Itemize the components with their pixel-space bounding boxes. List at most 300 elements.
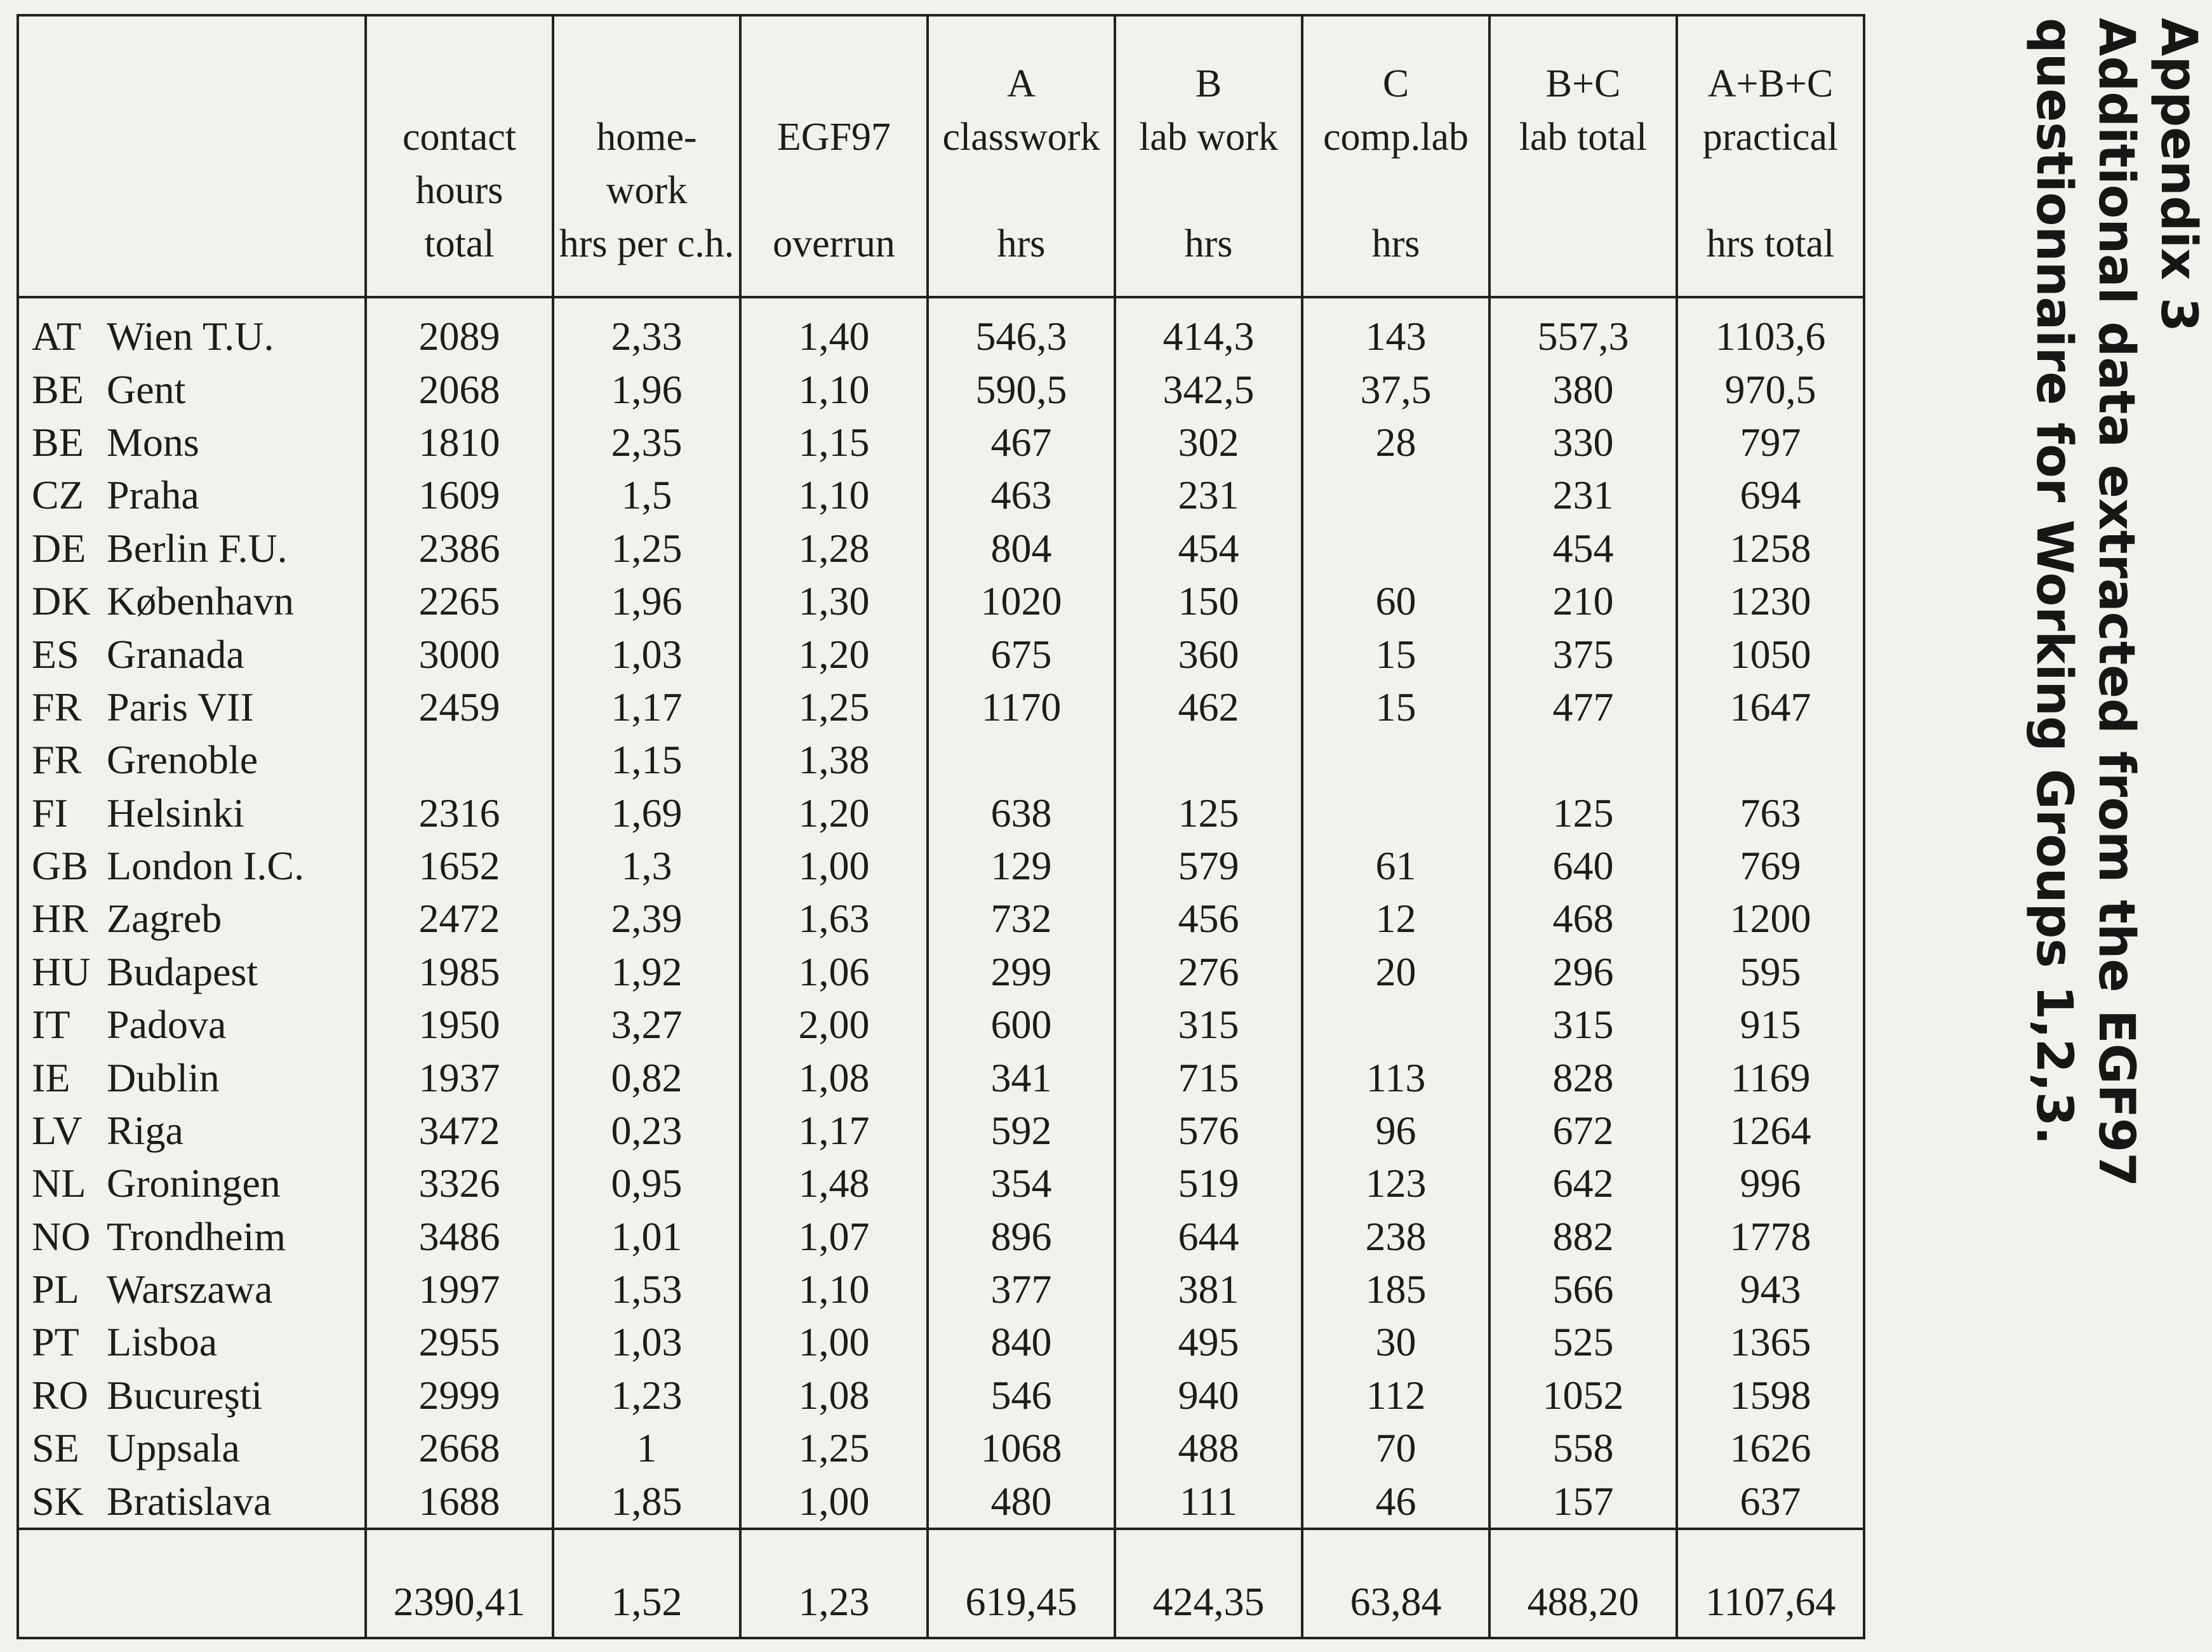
country-code: DK [32,578,91,624]
country-code: IE [32,1055,70,1100]
b-lab-work-cell: 462 [1115,681,1302,733]
header-university [18,15,366,297]
bc-lab-total-cell: 642 [1489,1157,1677,1209]
b-lab-work-cell: 644 [1115,1209,1302,1262]
rotated-title [1892,13,2209,1536]
egf97-overrun-cell: 1,20 [740,627,928,680]
table-row [18,681,1864,733]
c-comp-lab-cell: 123 [1302,1157,1489,1209]
egf97-overrun-cell: 1,07 [740,1209,928,1262]
table-row [18,1263,1864,1316]
total-homework: 1,52 [553,1529,740,1638]
bc-lab-total-cell: 557,3 [1489,297,1677,363]
country-code: LV [32,1107,83,1153]
b-lab-work-cell: 576 [1115,1104,1302,1157]
table-row [18,469,1864,521]
abc-practical-cell: 1264 [1677,1104,1864,1157]
contact-hours-cell: 2089 [366,297,553,363]
table-row [18,945,1864,998]
egf97-overrun-cell: 1,10 [740,469,928,521]
egf97-overrun-cell: 1,00 [740,839,928,892]
city-name: Warszawa [107,1267,273,1312]
table-row [18,627,1864,680]
table-row [18,1209,1864,1262]
university-cell [18,416,366,469]
contact-hours-cell: 2265 [366,575,553,627]
egf97-overrun-cell: 1,10 [740,363,928,415]
homework-cell: 3,27 [553,998,740,1051]
a-classwork-cell: 590,5 [928,363,1115,415]
bc-lab-total-cell: 231 [1489,469,1677,521]
contact-hours-cell: 1985 [366,945,553,998]
abc-practical-cell: 915 [1677,998,1864,1051]
city-name: Mons [107,420,199,465]
table-row [18,1474,1864,1529]
c-comp-lab-cell: 238 [1302,1209,1489,1262]
abc-practical-cell [1677,733,1864,786]
b-lab-work-cell: 360 [1115,627,1302,680]
table-row [18,786,1864,839]
contact-hours-cell: 2955 [366,1316,553,1368]
c-comp-lab-cell [1302,786,1489,839]
university-cell [18,786,366,839]
abc-practical-cell: 769 [1677,839,1864,892]
bc-lab-total-cell: 315 [1489,998,1677,1051]
table-row [18,416,1864,469]
city-name: Groningen [107,1161,281,1206]
abc-practical-cell: 1647 [1677,681,1864,733]
table-row [18,297,1864,363]
bc-lab-total-cell: 640 [1489,839,1677,892]
abc-practical-cell: 1598 [1677,1369,1864,1422]
contact-hours-cell: 1810 [366,416,553,469]
university-cell [18,1209,366,1262]
bc-lab-total-cell: 454 [1489,522,1677,575]
c-comp-lab-cell: 15 [1302,681,1489,733]
university-cell [18,1474,366,1529]
university-cell [18,681,366,733]
egf97-overrun-cell: 1,40 [740,297,928,363]
country-code: DE [32,525,86,571]
b-lab-work-cell: 276 [1115,945,1302,998]
abc-practical-cell: 1103,6 [1677,297,1864,363]
total-bc-lab-total: 488,20 [1489,1529,1677,1638]
c-comp-lab-cell [1302,998,1489,1051]
contact-hours-cell: 3000 [366,627,553,680]
city-name: Dublin [107,1055,220,1100]
country-code: HU [32,949,91,994]
homework-cell: 1,3 [553,839,740,892]
university-cell [18,469,366,521]
a-classwork-cell: 638 [928,786,1115,839]
university-cell [18,1263,366,1316]
table-row [18,839,1864,892]
homework-cell: 2,35 [553,416,740,469]
c-comp-lab-cell: 61 [1302,839,1489,892]
city-name: Paris VII [107,684,254,729]
a-classwork-cell [928,733,1115,786]
header-b-lab-work: B lab work hrs [1115,15,1302,297]
a-classwork-cell: 592 [928,1104,1115,1157]
university-cell [18,522,366,575]
country-code: PL [32,1267,79,1312]
city-name: Budapest [107,949,258,994]
city-name: Wien T.U. [107,314,274,359]
contact-hours-cell: 2668 [366,1422,553,1474]
header-contact-hours: contact hours total [366,15,553,297]
data-table [17,14,1865,1639]
contact-hours-cell: 1688 [366,1474,553,1529]
table-row [18,892,1864,945]
a-classwork-cell: 675 [928,627,1115,680]
header-homework: home- work hrs per c.h. [553,15,740,297]
university-cell [18,1157,366,1209]
egf97-overrun-cell: 1,08 [740,1051,928,1103]
bc-lab-total-cell: 882 [1489,1209,1677,1262]
b-lab-work-cell: 125 [1115,786,1302,839]
c-comp-lab-cell: 15 [1302,627,1489,680]
contact-hours-cell: 3326 [366,1157,553,1209]
country-code: FR [32,684,82,729]
homework-cell: 1,23 [553,1369,740,1422]
total-a-classwork: 619,45 [928,1529,1115,1638]
c-comp-lab-cell: 113 [1302,1051,1489,1103]
country-code: RO [32,1372,88,1418]
c-comp-lab-cell [1302,733,1489,786]
abc-practical-cell: 763 [1677,786,1864,839]
abc-practical-cell: 1365 [1677,1316,1864,1368]
country-code: FR [32,737,82,783]
a-classwork-cell: 1020 [928,575,1115,627]
table-row [18,1422,1864,1474]
c-comp-lab-cell: 30 [1302,1316,1489,1368]
b-lab-work-cell: 579 [1115,839,1302,892]
university-cell [18,839,366,892]
egf97-overrun-cell: 1,00 [740,1474,928,1529]
a-classwork-cell: 129 [928,839,1115,892]
c-comp-lab-cell: 60 [1302,575,1489,627]
abc-practical-cell: 996 [1677,1157,1864,1209]
university-cell [18,1369,366,1422]
egf97-overrun-cell: 1,17 [740,1104,928,1157]
university-cell [18,733,366,786]
country-code: BE [32,366,84,412]
abc-practical-cell: 637 [1677,1474,1864,1529]
c-comp-lab-cell: 96 [1302,1104,1489,1157]
homework-cell: 1,03 [553,627,740,680]
a-classwork-cell: 377 [928,1263,1115,1316]
bc-lab-total-cell: 210 [1489,575,1677,627]
a-classwork-cell: 463 [928,469,1115,521]
egf97-overrun-cell: 1,25 [740,1422,928,1474]
contact-hours-cell: 1937 [366,1051,553,1103]
table-row [18,1157,1864,1209]
abc-practical-cell: 1258 [1677,522,1864,575]
contact-hours-cell: 2316 [366,786,553,839]
a-classwork-cell: 480 [928,1474,1115,1529]
country-code: PT [32,1319,79,1365]
c-comp-lab-cell: 28 [1302,416,1489,469]
homework-cell: 1,03 [553,1316,740,1368]
bc-lab-total-cell: 330 [1489,416,1677,469]
abc-practical-cell: 1200 [1677,892,1864,945]
contact-hours-cell [366,733,553,786]
abc-practical-cell: 1626 [1677,1422,1864,1474]
city-name: Trondheim [107,1213,286,1259]
egf97-overrun-cell: 1,20 [740,786,928,839]
c-comp-lab-cell: 12 [1302,892,1489,945]
homework-cell: 1,96 [553,575,740,627]
header-c-comp-lab: C comp.lab hrs [1302,15,1489,297]
table-row [18,1369,1864,1422]
a-classwork-cell: 354 [928,1157,1115,1209]
a-classwork-cell: 1068 [928,1422,1115,1474]
b-lab-work-cell: 111 [1115,1474,1302,1529]
bc-lab-total-cell: 468 [1489,892,1677,945]
city-name: Zagreb [107,896,222,942]
table-row [18,1051,1864,1103]
total-egf97-overrun: 1,23 [740,1529,928,1638]
egf97-overrun-cell: 1,28 [740,522,928,575]
homework-cell: 0,82 [553,1051,740,1103]
b-lab-work-cell: 495 [1115,1316,1302,1368]
homework-cell: 1,01 [553,1209,740,1262]
b-lab-work-cell: 315 [1115,998,1302,1051]
contact-hours-cell: 2068 [366,363,553,415]
bc-lab-total-cell: 380 [1489,363,1677,415]
b-lab-work-cell: 715 [1115,1051,1302,1103]
total-contact-hours: 2390,41 [366,1529,553,1638]
a-classwork-cell: 804 [928,522,1115,575]
c-comp-lab-cell: 112 [1302,1369,1489,1422]
header-row [18,15,1864,297]
city-name: Praha [107,472,199,518]
country-code: SE [32,1425,79,1471]
c-comp-lab-cell: 143 [1302,297,1489,363]
city-name: Grenoble [107,737,258,783]
abc-practical-cell: 1050 [1677,627,1864,680]
b-lab-work-cell: 940 [1115,1369,1302,1422]
contact-hours-cell: 2999 [366,1369,553,1422]
abc-practical-cell: 970,5 [1677,363,1864,415]
title-line-2: questionnaire for Working Groups 1,2,3. [2025,18,2082,1145]
homework-cell: 1,69 [553,786,740,839]
egf97-overrun-cell: 1,48 [740,1157,928,1209]
abc-practical-cell: 595 [1677,945,1864,998]
city-name: Riga [107,1107,183,1153]
b-lab-work-cell: 150 [1115,575,1302,627]
c-comp-lab-cell: 37,5 [1302,363,1489,415]
homework-cell: 2,39 [553,892,740,945]
abc-practical-cell: 1169 [1677,1051,1864,1103]
contact-hours-cell: 2472 [366,892,553,945]
c-comp-lab-cell [1302,522,1489,575]
homework-cell: 1,96 [553,363,740,415]
c-comp-lab-cell: 20 [1302,945,1489,998]
city-name: Helsinki [107,790,244,836]
abc-practical-cell: 1230 [1677,575,1864,627]
university-cell [18,297,366,363]
b-lab-work-cell: 231 [1115,469,1302,521]
city-name: København [107,578,295,624]
b-lab-work-cell [1115,733,1302,786]
table-row [18,1316,1864,1368]
university-cell [18,1104,366,1157]
b-lab-work-cell: 519 [1115,1157,1302,1209]
egf97-overrun-cell: 1,38 [740,733,928,786]
city-name: Gent [107,366,186,412]
city-name: Berlin F.U. [107,525,288,571]
table-row [18,998,1864,1051]
table-row [18,733,1864,786]
homework-cell: 2,33 [553,297,740,363]
table-row [18,522,1864,575]
country-code: HR [32,896,88,942]
university-cell [18,1316,366,1368]
contact-hours-cell: 1609 [366,469,553,521]
country-code: CZ [32,472,84,518]
table-row [18,1104,1864,1157]
a-classwork-cell: 1170 [928,681,1115,733]
appendix-label: Appendix 3 [2150,18,2207,332]
a-classwork-cell: 467 [928,416,1115,469]
table-row [18,363,1864,415]
bc-lab-total-cell: 566 [1489,1263,1677,1316]
abc-practical-cell: 797 [1677,416,1864,469]
abc-practical-cell: 1778 [1677,1209,1864,1262]
b-lab-work-cell: 414,3 [1115,297,1302,363]
b-lab-work-cell: 342,5 [1115,363,1302,415]
totals-row [18,1529,1864,1638]
a-classwork-cell: 732 [928,892,1115,945]
a-classwork-cell: 896 [928,1209,1115,1262]
university-cell [18,627,366,680]
homework-cell: 1 [553,1422,740,1474]
total-b-lab-work: 424,35 [1115,1529,1302,1638]
country-code: AT [32,314,82,359]
b-lab-work-cell: 454 [1115,522,1302,575]
bc-lab-total-cell: 125 [1489,786,1677,839]
city-name: Uppsala [107,1425,240,1471]
a-classwork-cell: 546,3 [928,297,1115,363]
country-code: FI [32,790,68,836]
homework-cell: 0,23 [553,1104,740,1157]
table-row [18,575,1864,627]
homework-cell: 1,92 [553,945,740,998]
table-body [18,297,1864,1529]
homework-cell: 1,25 [553,522,740,575]
country-code: IT [32,1002,70,1048]
abc-practical-cell: 694 [1677,469,1864,521]
university-cell [18,892,366,945]
university-cell [18,575,366,627]
university-cell [18,363,366,415]
header-bc-lab-total: B+C lab total [1489,15,1677,297]
city-name: Bratislava [107,1478,272,1524]
contact-hours-cell: 3472 [366,1104,553,1157]
bc-lab-total-cell: 375 [1489,627,1677,680]
bc-lab-total-cell: 558 [1489,1422,1677,1474]
a-classwork-cell: 299 [928,945,1115,998]
a-classwork-cell: 840 [928,1316,1115,1368]
city-name: Lisboa [107,1319,218,1365]
city-name: Bucureşti [107,1372,263,1418]
city-name: London I.C. [107,843,305,889]
c-comp-lab-cell: 46 [1302,1474,1489,1529]
country-code: BE [32,420,84,465]
a-classwork-cell: 600 [928,998,1115,1051]
city-name: Granada [107,631,244,677]
country-code: NO [32,1213,91,1259]
country-code: ES [32,631,79,677]
egf97-overrun-cell: 1,06 [740,945,928,998]
bc-lab-total-cell: 525 [1489,1316,1677,1368]
egf97-overrun-cell: 1,25 [740,681,928,733]
bc-lab-total-cell: 296 [1489,945,1677,998]
total-c-comp-lab: 63,84 [1302,1529,1489,1638]
bc-lab-total-cell: 477 [1489,681,1677,733]
contact-hours-cell: 2386 [366,522,553,575]
b-lab-work-cell: 302 [1115,416,1302,469]
university-cell [18,945,366,998]
city-name: Padova [107,1002,227,1048]
homework-cell: 1,5 [553,469,740,521]
homework-cell: 1,15 [553,733,740,786]
contact-hours-cell: 1652 [366,839,553,892]
egf97-overrun-cell: 1,08 [740,1369,928,1422]
total-abc-practical: 1107,64 [1677,1529,1864,1638]
egf97-overrun-cell: 2,00 [740,998,928,1051]
b-lab-work-cell: 488 [1115,1422,1302,1474]
homework-cell: 1,85 [553,1474,740,1529]
header-abc-practical: A+B+C practical hrs total [1677,15,1864,297]
a-classwork-cell: 341 [928,1051,1115,1103]
homework-cell: 1,17 [553,681,740,733]
title-line-1: Additional data extracted from the EGF97 [2088,18,2145,1187]
egf97-overrun-cell: 1,30 [740,575,928,627]
country-code: NL [32,1161,86,1206]
bc-lab-total-cell: 828 [1489,1051,1677,1103]
a-classwork-cell: 546 [928,1369,1115,1422]
totals-label [18,1529,366,1638]
egf97-overrun-cell: 1,15 [740,416,928,469]
university-cell [18,1051,366,1103]
homework-cell: 1,53 [553,1263,740,1316]
homework-cell: 0,95 [553,1157,740,1209]
egf97-overrun-cell: 1,10 [740,1263,928,1316]
contact-hours-cell: 3486 [366,1209,553,1262]
country-code: GB [32,843,88,889]
bc-lab-total-cell: 672 [1489,1104,1677,1157]
contact-hours-cell: 2459 [366,681,553,733]
header-a-classwork: A classwork hrs [928,15,1115,297]
university-cell [18,1422,366,1474]
university-cell [18,998,366,1051]
egf97-overrun-cell: 1,00 [740,1316,928,1368]
bc-lab-total-cell [1489,733,1677,786]
abc-practical-cell: 943 [1677,1263,1864,1316]
b-lab-work-cell: 381 [1115,1263,1302,1316]
b-lab-work-cell: 456 [1115,892,1302,945]
c-comp-lab-cell: 185 [1302,1263,1489,1316]
bc-lab-total-cell: 1052 [1489,1369,1677,1422]
contact-hours-cell: 1997 [366,1263,553,1316]
contact-hours-cell: 1950 [366,998,553,1051]
header-egf97-overrun: EGF97 overrun [740,15,928,297]
country-code: SK [32,1478,84,1524]
bc-lab-total-cell: 157 [1489,1474,1677,1529]
c-comp-lab-cell: 70 [1302,1422,1489,1474]
